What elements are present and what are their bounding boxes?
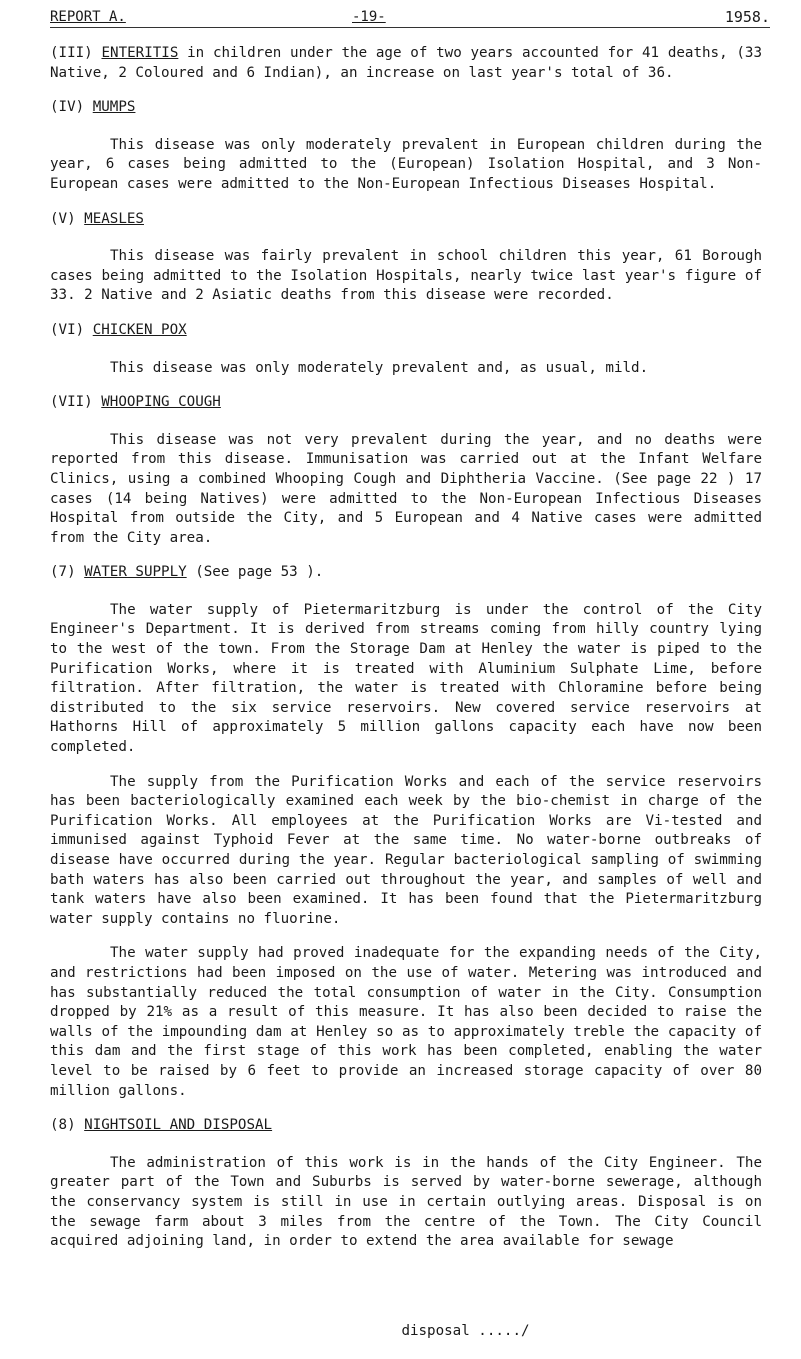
report-label: REPORT A.: [50, 9, 126, 25]
section-heading: WHOOPING COUGH: [101, 394, 221, 411]
paragraph: The water supply of Pietermaritzburg is under the control of the City Engineer's Department. It is derived from streams coming from hilly country lying to the west of the town. From the Storage Dam at Henley the water is piped to the Purification Works, where it is treated with Aluminium Sulphate Lime, before filtration. After filtration, the water is treated with Chloramine before being distributed to the six service reservoirs. New covered service reservoirs at Hathorns Hill of approximately 5 million gallons capacity each have now been completed.: [50, 601, 762, 756]
section-number: (VII): [50, 394, 93, 411]
section-number: (III): [50, 45, 93, 61]
section-heading-nightsoil: [50, 1116, 762, 1136]
section-text: in children under the age of two years accounted for 41 deaths, (33 Native, 2 Coloured and 6 Indian), an increase on last year's total of 36.: [50, 45, 762, 81]
paragraph: The water supply had proved inadequate for the expanding needs of the City, and restrictions had been imposed on the use of water. Metering was introduced and has substantially reduced the total consumption of water in the City. Consumption dropped by 21% as a result of this measure. It has also been decided to raise the walls of the impounding dam at Henley so as to approximately treble the capacity of this dam and the first stage of this work has been completed, enabling the water level to be raised by 6 feet to provide an increased storage capacity of over 80 million gallons.: [50, 945, 762, 1099]
section-heading: ENTERITIS: [101, 45, 179, 61]
section-number: (7): [50, 564, 76, 581]
section-number: (IV): [50, 99, 85, 116]
page-footer: [0, 1322, 801, 1342]
section-number: (VI): [50, 321, 85, 338]
header-rule: [50, 27, 770, 28]
section-page-reference: (See page 53 ).: [186, 564, 324, 581]
section-heading-water-supply: [50, 563, 762, 583]
paragraph: The administration of this work is in the hands of the City Engineer. The greater part of the Town and Suburbs is served by water-borne sewerage, although the conservancy system is still in use in certain outlying areas. Disposal is on the sewage farm about 3 miles from the centre of the Town. The City Council acquired adjoining land, in order to extend the area available for sewage: [50, 1154, 762, 1250]
report-year: 1958.: [724, 8, 770, 26]
document-body: [50, 44, 762, 1252]
paragraph: The supply from the Purification Works and each of the service reservoirs has been bacteriologically examined each week by the bio-chemist in charge of the Purification Works. All employees at the Purification Works are Vi-tested and immunised against Typhoid Fever at the same time. No water-borne outbreaks of disease have occurred during the year. Regular bacteriological sampling of swimming bath waters has also been carried out throughout the year, and samples of well and tank waters have also been examined. It has been found that the Pietermaritzburg water supply contains no fluorine.: [50, 773, 762, 927]
paragraph: This disease was fairly prevalent in school children this year, 61 Borough cases being admitted to the Isolation Hospitals, nearly twice last year's figure of 33. 2 Native and 2 Asiatic deaths from this disease were recorded.: [50, 248, 762, 304]
section-heading-measles: [50, 210, 762, 230]
continuation-text: disposal ...../: [401, 1323, 530, 1339]
section-heading-chicken-pox: [50, 321, 762, 341]
paragraph: This disease was not very prevalent during the year, and no deaths were reported from this disease. Immunisation was carried out at the Infant Welfare Clinics, using a combined Whooping Cough and Diphtheria Vaccine. (See page 22 ) 17 cases (14 being Natives) were admitted to the Non-European Infectious Diseases Hospital from outside the City, and 5 European and 4 Native cases were admitted from the City area.: [50, 431, 762, 546]
section-heading-mumps: [50, 98, 762, 118]
paragraph: This disease was only moderately prevalent in European children during the year, 6 cases being admitted to the (European) Isolation Hospital, and 3 Non-European cases were admitted to the Non-European Infectious Diseases Hospital.: [50, 136, 762, 192]
section-heading: CHICKEN POX: [92, 321, 187, 338]
paragraph: This disease was only moderately prevalent and, as usual, mild.: [110, 359, 649, 376]
section-heading: WATER SUPPLY: [84, 564, 187, 581]
section-number: (V): [50, 210, 76, 227]
section-heading: NIGHTSOIL AND DISPOSAL: [84, 1117, 273, 1134]
section-heading: MEASLES: [84, 210, 144, 227]
section-enteritis: [50, 44, 762, 83]
section-heading-whooping-cough: [50, 393, 762, 413]
section-heading: MUMPS: [92, 99, 136, 116]
section-number: (8): [50, 1117, 76, 1134]
page-header: [50, 8, 770, 30]
page-number: -19-: [352, 9, 386, 25]
